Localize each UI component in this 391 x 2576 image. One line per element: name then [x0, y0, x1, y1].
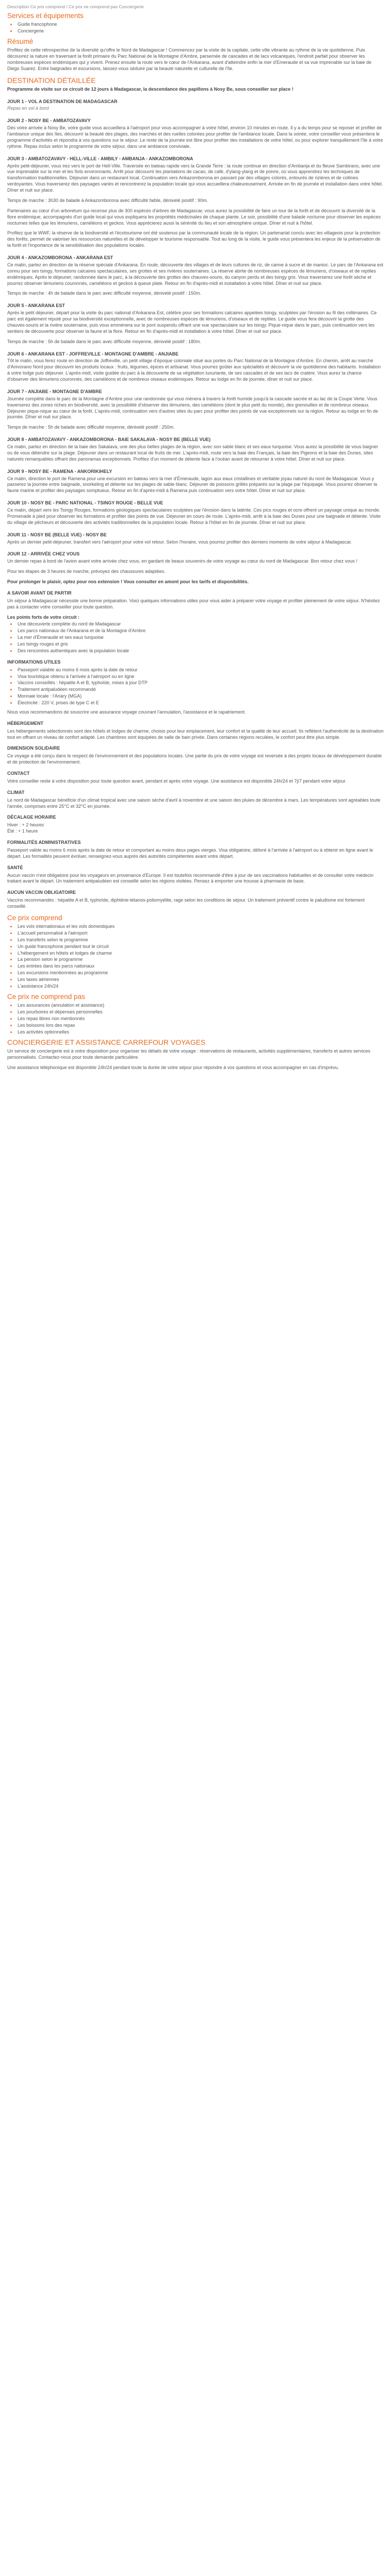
conciergerie-text2: Une assistance téléphonique est disponible 24h/24 pendant toute la durée de votre séjour pour répondre à vos questions et vous accompagner en cas d'imprévu.	[7, 1064, 339, 1070]
list-item: • Une découverte complète du nord de Madagascar	[17, 621, 384, 628]
decalage-section	[7, 815, 384, 835]
detail-intro: Programme de visite sur ce circuit de 12 jours à Madagascar, la descendance des papillons à Nosy Be, sous conseiller sur place !	[7, 86, 294, 92]
day-text: Un dernier repas à bord de l'avion avant votre arrivée chez vous, en gardant de beaux souvenirs de votre voyage au cœur du nord de Madagascar. Bon retour chez vous !	[7, 558, 357, 564]
prix-non-section	[7, 993, 384, 1036]
day-title: JOUR 3 - AMBATOZAVAVY - HELL-VILLE - AMBILY - AMBANJA - ANKAZOMBORONA	[7, 156, 193, 161]
day-title: JOUR 2 - NOSY BE - AMBATOZAVAVY	[7, 118, 91, 124]
list-item: • Les assurances (annulation et assistance)	[17, 1003, 384, 1009]
services-item: • Guide francophone	[17, 22, 384, 28]
resume-text: Profitez de cette rétrospective de la diversité qu'offre le Nord de Madagascar ! Commencez par la visite de la capitale, cette ville vibrante au rythme de la vie quotidienne. Puis découvrez la nature en traversant la forêt primaire du Parc National de la Montagne d'Ambre, parsemée de cascades et de lacs volcaniques, l'endroit parfait pour observer les nombreuses espèces endémiques qui y vivent. Prenez ensuite la route vers le cœur de l'Ankarana, avant d'atteindre enfin la mer d'Emeraude et sa vue imprenable sur la baie de Diego Suarez. Entre baignades et excursions, laissez-vous séduire par la beauté naturelle et culturelle de l'île.	[7, 47, 372, 71]
list-item: • L'accueil personnalisé à l'aéroport	[17, 930, 384, 937]
prix-comprend-section	[7, 914, 384, 990]
infos-section	[7, 659, 384, 716]
list-item: • L'assistance 24h/24	[17, 984, 384, 990]
day-text: Après petit-déjeuner, vous irez vers le port de Hell-Ville. Traversée en bateau rapide vers la Grande Terre : la route continue en direction d'Ambanja et du fleuve Sambirano, avec une vue imprenable sur la mer et les îlots environnants. Arrêt pour découvrir les plantations de cacao, de café, d'ylang-ylang et de poivre, où vous apprendrez les techniques de transformation traditionnelles. Déjeuner dans un restaurant local. Continuation vers Ankazomborona en passant par des villages colorés, entourés de rizières et de collines verdoyantes. Vous traverserez des paysages variés et rencontrerez la population locale qui vous accueillera chaleureusement. Arrivée en fin de journée et installation dans votre hôtel. Dîner et nuit sur place.	[7, 163, 383, 193]
vaccin-text: Vaccins recommandés : hépatite A et B, typhoïde, diphtérie-tétanos-poliomyélite, rage selon les conditions de séjour. Un traitement préventif contre le paludisme est fortement conseillé.	[7, 897, 365, 909]
day-title: JOUR 7 - ANJIABE - MONTAGNE D'AMBRE	[7, 388, 102, 394]
list-item: • Les entrées dans les parcs nationaux	[17, 963, 384, 970]
points-forts-list	[7, 621, 384, 654]
resume-section	[7, 38, 384, 72]
formalites-title: FORMALITÉS ADMINISTRATIVES	[7, 840, 81, 845]
day-title: JOUR 12 - ARRIVÉE CHEZ VOUS	[7, 551, 80, 557]
climat-text: Le nord de Madagascar bénéficie d'un climat tropical avec une saison sèche d'avril à novembre et une saison des pluies de décembre à mars. Les températures sont agréables toute l'année, comprises entre 25°C et 32°C en journée.	[7, 797, 381, 809]
day-text: Temps de marche : 3h30 de balade à Ankazomborona avec difficulté faible, dénivelé positif : 90m.	[7, 197, 208, 203]
prix-comprend-list	[7, 924, 384, 990]
services-section	[7, 12, 384, 35]
day-meals: Repas en vol à bord	[7, 106, 49, 111]
list-item: • Les boissons lors des repas	[17, 1023, 384, 1029]
prix-comprend-title: Ce prix comprend	[7, 913, 62, 922]
list-item: • Vaccins conseillés : hépatite A et B, typhoïde, mises à jour DTP	[17, 680, 384, 686]
closing-note: Pour prolonger le plaisir, optez pour nos extension ! Vous consulter en amont pour les tarifs et disponibilités.	[7, 579, 249, 585]
page	[0, 0, 391, 1071]
day-text: Ce matin, partez en direction de la baie des Sakalava, une des plus belles plages de la région, avec son sable blanc et ses eaux turquoise. Vous aurez la possibilité de vous baigner ou de vous détendre sur la plage. Déjeuner dans un restaurant local de fruits de mer. L'après-midi, route vers la baie des Français, la baie des Pigeons et la baie des Dunes, sites naturels remarquables offrant des panoramas exceptionnels. Profitez d'un moment de détente face à l'océan avant de retourner à votre hôtel. Dîner et nuit sur place.	[7, 444, 378, 462]
hebergement-text: Les hébergements sélectionnés sont des hôtels et lodges de charme, choisis pour leur emplacement, leur confort et la qualité de leur accueil. Ils reflètent l'authenticité de la destination tout en offrant un niveau de confort adapté. Les chambres sont équipées de salle de bain privée. Dans certaines régions reculées, le confort peut être plus simple.	[7, 728, 384, 740]
list-item: • Passeport valable au moins 6 mois après la date de retour	[17, 667, 384, 673]
list-item: • Les vols internationaux et les vols domestiques	[17, 924, 384, 930]
detail-title: DESTINATION DÉTAILLÉE	[7, 76, 96, 84]
infos-title: INFORMATIONS UTILES	[7, 659, 61, 665]
conciergerie-section	[7, 1038, 384, 1071]
detail-closing: Pour les étapes de 3 heures de marche, prévoyez des chaussures adaptées.	[7, 569, 166, 574]
day-text: Partenaires au cœur d'un arboretum qui recense plus de 300 espèces d'arbres de Madagascar, vous aurez la possibilité de faire un tour de la forêt et de découvrir la diversité de la flore endémique, accompagnés d'un guide local qui vous expliquera les propriétés médicinales de chaque plante. Le soir, possibilité d'une balade nocturne pour observer les espèces nocturnes telles que les lémuriens, caméléons et geckos. Vous apprécierez aussi la sérénité du lieu et son atmosphère unique. Dîner et nuit à l'hôtel.	[7, 208, 381, 226]
decalage-lines	[7, 822, 384, 835]
day-text: Journée complète dans le parc de la Montagne d'Ambre pour une randonnée qui vous mènera à travers la forêt humide jusqu'à la cascade sacrée et au lac de la Coupe Verte. Vous traverserez des zones riches en biodiversité, avec la possibilité d'observer des lémuriens, des caméléons (dont le plus petit du monde), des grenouilles et de nombreux oiseaux. Déjeuner pique-nique au cœur de la forêt. L'après-midi, continuation vers d'autres sites du parc pour profiter des points de vue exceptionnels sur la région. Retour au lodge en fin de journée. Dîner et nuit sur place.	[7, 396, 378, 420]
contact-section	[7, 771, 384, 785]
prix-non-title: Ce prix ne comprend pas	[7, 992, 85, 1001]
list-item: • Électricité : 220 V, prises de type C et E	[17, 700, 384, 706]
day-text: Dès votre arrivée à Nosy Be, votre guide vous accueillera à l'aéroport pour vous accompagner à votre hôtel, environ 10 minutes en route. Il y a du temps pour se reposer et profiter de l'ambiance unique des îles, découvrir la beauté des plages, des marchés et des ruelles colorées pour profiter de l'ambiance locale. Dans la soirée, votre conseiller vous présentera le programme d'activités et répondra à vos questions sur le séjour. Le reste de la journée est libre pour profiter des installations de votre hôtel, ou pour explorer tranquillement l'île à votre rythme. Repas inclus selon le programme de votre séjour, dans une ambiance conviviale.	[7, 125, 383, 149]
climat-title: CLIMAT	[7, 789, 25, 795]
list-item: • Un guide francophone pendant tout le circuit	[17, 944, 384, 950]
services-list	[7, 22, 384, 35]
day-title: JOUR 1 - VOL A DESTINATION DE MADAGASCAR	[7, 98, 118, 104]
bon-a-savoir-title: A SAVOIR AVANT DE PARTIR	[7, 590, 72, 596]
dimension-section	[7, 745, 384, 766]
prix-non-list	[7, 1003, 384, 1035]
hebergement-section	[7, 721, 384, 741]
day-text: Temps de marche : 4h de balade dans le parc avec difficulté moyenne, dénivelé positif : 150m.	[7, 291, 202, 296]
day-text: Ce matin, départ vers les Tsingy Rouges, formations géologiques spectaculaires sculptées par l'érosion dans la latérite. Ces pics rouges et ocre offrent un paysage unique au monde. Promenade à pied pour observer les formations et profiter des points de vue. Déjeuner en cours de route. L'après-midi, arrêt à la baie des Dunes pour une baignade et détente. Visite du village de pêcheurs et découverte des activités traditionnelles de la population locale. Retour à l'hôtel en fin de journée. Dîner et nuit sur place.	[7, 507, 381, 525]
list-item: • Les parcs nationaux de l'Ankarana et de la Montagne d'Ambre	[17, 628, 384, 634]
day-title: JOUR 9 - NOSY BE - RAMENA - ANKORIKIHELY	[7, 468, 112, 474]
list-item: • Les tsingy rouges et gris	[17, 641, 384, 648]
conciergerie-title: CONCIERGERIE ET ASSISTANCE CARREFOUR VOYAGES	[7, 1038, 206, 1047]
day-text: Temps de marche : 5h de balade dans le parc avec difficulté moyenne, dénivelé positif : 180m.	[7, 338, 202, 344]
list-item: • Les repas libres non mentionnés	[17, 1016, 384, 1022]
services-title: Services et équipements	[7, 12, 84, 20]
day-text: Après un dernier petit-déjeuner, transfert vers l'aéroport pour votre vol retour. Selon l'horaire, vous pourrez profiter des derniers moments de votre séjour à Madagascar.	[7, 539, 352, 545]
breadcrumb-line: Description Ce prix comprend / Ce prix ne comprend pas Conciergerie	[7, 4, 144, 9]
dimension-text: Ce voyage a été conçu dans le respect de l'environnement et des populations locales. Une partie du prix de votre voyage est reversée à des projets locaux de développement durable et de protection de l'environnement.	[7, 753, 382, 765]
hebergement-title: HÉBERGEMENT	[7, 720, 44, 726]
day-text: Ce matin, direction le port de Ramena pour une excursion en bateau vers la mer d'Émeraude, lagon aux eaux cristallines et véritable joyau naturel du nord de Madagascar. Vous y passerez la journée entre baignade, snorkeling et détente sur les plages de sable blanc. Déjeuner de poissons grillés préparés sur la plage par l'équipage. Vous pourrez observer la faune marine et profiter des paysages somptueux. Retour en fin d'après-midi à Ramena puis continuation vers votre hôtel. Dîner et nuit sur place.	[7, 476, 378, 494]
infos-text: Nous vous recommandons de souscrire une assurance voyage couvrant l'annulation, l'assistance et le rapatriement.	[7, 709, 246, 715]
vaccin-title: AUCUN VACCIN OBLIGATOIRE	[7, 890, 76, 895]
day-text: Profitez que le WWF, la réserve de la biodiversité et l'écotourisme ont été soutenus par la communauté locale de la région. Un partenariat conclu avec les villageois pour la protection des forêts, permet de valoriser les ressources naturelles et de développer le tourisme responsable. Tout au long de la visite, le guide vous présentera les enjeux de la préservation de la forêt et l'importance de la sensibilisation des populations locales.	[7, 230, 381, 248]
day-title: JOUR 5 - ANKARANA EST	[7, 303, 65, 309]
list-item: • Les excursions mentionnées au programme	[17, 970, 384, 976]
list-item: • Monnaie locale : l'Ariary (MGA)	[17, 693, 384, 700]
decalage-line: Hiver : + 2 heures	[7, 822, 44, 828]
sante-section	[7, 865, 384, 885]
decalage-title: DÉCALAGE HORAIRE	[7, 815, 56, 820]
list-item: • Visa touristique obtenu à l'arrivée à l'aéroport ou en ligne	[17, 674, 384, 680]
sante-text: Aucun vaccin n'est obligatoire pour les voyageurs en provenance d'Europe. Il est toutefois recommandé d'être à jour de ses vaccinations habituelles et de consulter votre médecin traitant avant le départ. Un traitement antipaludéen est conseillé selon les régions visitées. Pensez à emporter une trousse à pharmacie de base.	[7, 872, 374, 884]
conciergerie-text: Un service de conciergerie est à votre disposition pour organiser les détails de votre voyage : réservations de restaurants, activités supplémentaires, transferts et autres services personnalisés. Contactez-nous pour toute demande particulière.	[7, 1048, 370, 1060]
resume-title: Résumé	[7, 38, 34, 46]
list-item: • Les taxes aériennes	[17, 977, 384, 983]
list-item: • Les activités optionnelles	[17, 1029, 384, 1036]
list-item: • Les transferts selon le programme	[17, 937, 384, 943]
day-text: Après le petit déjeuner, départ pour la visite du parc national d'Ankarana Est, célèbre pour ses formations calcaires appelées tsingy, sculptées par l'érosion au fil des millénaires. Ce parc est également réputé pour sa biodiversité exceptionnelle, avec de nombreuses espèces de lémuriens, d'oiseaux et de reptiles. Le guide vous fera découvrir la grotte des chauves-souris et la rivière souterraine, puis vous emmènera sur le pont suspendu offrant une vue spectaculaire sur les tsingy. Pique-nique dans le parc, puis continuation vers les sentiers de découverte pour observer la faune et la flore. Retour en fin d'après-midi et installation à votre hôtel. Dîner et nuit sur place.	[7, 310, 377, 334]
contact-title: CONTACT	[7, 771, 30, 776]
list-item: • L'hébergement en hôtels et lodges de charme	[17, 951, 384, 957]
formalites-section	[7, 840, 384, 860]
sante-title: SANTÉ	[7, 865, 23, 870]
decalage-line: Été : + 1 heure	[7, 828, 38, 834]
bon-a-savoir-text: Un séjour à Madagascar nécessite une bonne préparation. Voici quelques informations utiles pour vous aider à préparer votre voyage et profiter pleinement de votre séjour. N'hésitez pas à contacter votre conseiller pour toute question.	[7, 598, 380, 609]
day-text: Ce matin, partez en direction de la réserve spéciale d'Ankarana. En route, découverte des villages et de leurs cultures de riz, de canne à sucre et de manioc. Le parc de l'Ankarana est connu pour ses tsingy, formations calcaires spectaculaires, ses grottes et ses rivières souterraines. La réserve abrite de nombreuses espèces de lémuriens, d'oiseaux et de reptiles endémiques. Après le déjeuner, randonnée dans le parc, à la découverte des grottes des chauves-souris, du canyon perdu et des tsingy gris. Vous traverserez une forêt sèche et pourrez observer lémuriens couronnés, caméléons et geckos à queue plate. Retour en fin d'après-midi et installation à votre hôtel. Dîner et nuit sur place.	[7, 262, 383, 286]
list-item: • La pension selon le programme	[17, 957, 384, 963]
day-text: Temps de marche : 5h de balade avec difficulté moyenne, dénivelé positif : 250m.	[7, 425, 175, 430]
list-item: • Traitement antipaludéen recommandé	[17, 687, 384, 693]
list-item: • La mer d'Émeraude et ses eaux turquoise	[17, 635, 384, 641]
points-forts-title: Les points forts de votre circuit :	[7, 614, 80, 620]
vaccin-section	[7, 890, 384, 910]
day-title: JOUR 8 - AMBATOZAVAVY - ANKAZOMBORONA - BAIE SAKALAVA - NOSY BE (BELLE VUE)	[7, 437, 211, 443]
day-title: JOUR 11 - NOSY BE (BELLE VUE) - NOSY BE	[7, 532, 107, 537]
dimension-title: DIMENSION SOLIDAIRE	[7, 745, 60, 751]
infos-list	[7, 667, 384, 706]
detail-section	[7, 76, 384, 575]
day-title: JOUR 6 - ANKARANA EST - JOFFREVILLE - MONTAGNE D'AMBRE - ANJIABE	[7, 351, 178, 357]
day-title: JOUR 4 - ANKAZOMBORONA - ANKARANA EST	[7, 255, 113, 261]
bon-a-savoir-section	[7, 590, 384, 654]
climat-section	[7, 790, 384, 810]
list-item: • Des rencontres authentiques avec la population locale	[17, 648, 384, 654]
services-item: • Conciergerie	[17, 28, 384, 35]
list-item: • Les pourboires et dépenses personnelles	[17, 1009, 384, 1015]
formalites-text: Passeport valide au moins 6 mois après la date de retour et comportant au moins deux pages vierges. Visa obligatoire, délivré à l'arrivée à l'aéroport ou à obtenir en ligne avant le départ. Les formalités peuvent évoluer, renseignez-vous auprès des autorités compétentes avant votre départ.	[7, 847, 373, 859]
day-title: JOUR 10 - NOSY BE - PARC NATIONAL - TSINGY ROUGE - BELLE VUE	[7, 500, 164, 506]
days-container	[7, 99, 384, 565]
day-text: Tôt le matin, vous ferez route en direction de Joffreville, un petit village d'époque coloniale situé aux portes du Parc National de la Montagne d'Ambre. En chemin, arrêt au marché d'Anivorano Nord pour découvrir les produits locaux : fruits, légumes, épices et artisanat. Vous pourrez goûter aux spécialités et découvrir la vie quotidienne des habitants. Installation à votre lodge puis déjeuner. L'après-midi, visite guidée du parc à la découverte de sa végétation luxuriante, de ses cascades et de ses lacs de cratère. Vous aurez la chance d'observer des lémuriens couronnés, des caméléons et de nombreux oiseaux endémiques. Retour au lodge en fin de journée, dîner et nuit sur place.	[7, 358, 381, 382]
contact-text: Votre conseiller reste à votre disposition pour toute question avant, pendant et après votre voyage. Une assistance est disponible 24h/24 et 7j/7 pendant votre séjour.	[7, 778, 347, 784]
